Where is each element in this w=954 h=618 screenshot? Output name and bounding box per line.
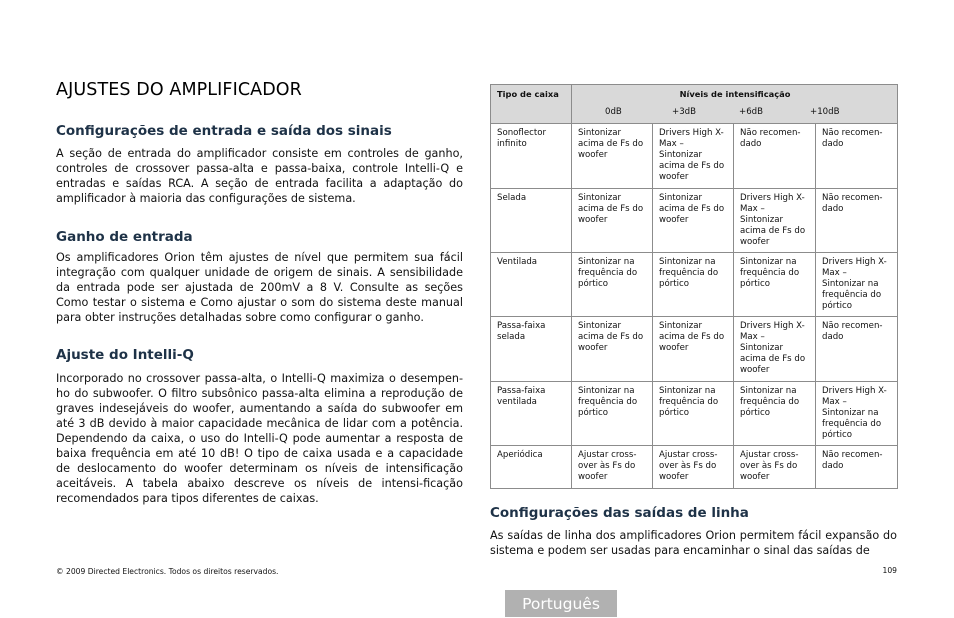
section-text-inputs: A seção de entrada do amplificador consiste em controles de ganho, controles de crossover passa-alta e passa-baixa, controle Intelli-Q e entradas e saídas RCA. A seção de entrada facilita a adaptação do amplificador à maioria das configurações de sistema. (56, 147, 463, 205)
language-tab: Português (505, 590, 617, 617)
table-row (491, 124, 898, 189)
table-cell: Não recomen-dado (816, 124, 898, 189)
table-cell: Drivers High X-Max – Sintonizar na frequência do pórtico (816, 382, 898, 446)
level-label: 0dB (605, 107, 622, 117)
table-cell: Sintonizar acima de Fs do woofer (653, 317, 734, 382)
level-label: +10dB (810, 107, 840, 117)
table-header-row (491, 85, 898, 124)
table-cell: Drivers High X-Max – Sintonizar acima de Fs do woofer (653, 124, 734, 189)
table-cell: Sintonizar na frequência do pórtico (572, 382, 653, 446)
table-cell: Sintonizar acima de Fs do woofer (572, 317, 653, 382)
table-cell: Não recomen-dado (816, 446, 898, 489)
table-row (491, 382, 898, 446)
row-type: Ventilada (491, 253, 572, 317)
table-cell: Ajustar cross-over às Fs do woofer (653, 446, 734, 489)
table-cell: Sintonizar na frequência do pórtico (734, 382, 816, 446)
table-cell: Sintonizar acima de Fs do woofer (572, 124, 653, 189)
table-cell: Drivers High X-Max – Sintonizar acima de Fs do woofer (734, 189, 816, 253)
table-cell: Drivers High X-Max – Sintonizar acima de Fs do woofer (734, 317, 816, 382)
page-title: AJUSTES DO AMPLIFICADOR (56, 80, 302, 100)
table-cell: Drivers High X-Max – Sintonizar na frequência do pórtico (816, 253, 898, 317)
level-label: +3dB (672, 107, 697, 117)
table-header-levels (572, 85, 898, 124)
table-cell: Ajustar cross-over às Fs do woofer (734, 446, 816, 489)
table-row (491, 317, 898, 382)
section-heading-line-outputs: Configurações das saídas de linha (490, 505, 749, 521)
section-heading-intelliq: Ajuste do Intelli-Q (56, 347, 194, 363)
table-row (491, 189, 898, 253)
boost-levels-table (490, 84, 898, 489)
section-text-gain: Os amplificadores Orion têm ajustes de nível que permitem sua fácil integração com qualquer unidade de origem de sinais. A sensibilidade da entrada pode ser ajustada de 200mV a 8 V. Consulte as seções Como testar o sistema e Como ajustar o som do sistema deste manual para obter instruções detalhadas sobre como configurar o ganho. (56, 251, 463, 324)
table-cell: Sintonizar na frequência do pórtico (572, 253, 653, 317)
row-type: Selada (491, 189, 572, 253)
table-cell: Sintonizar acima de Fs do woofer (653, 189, 734, 253)
levels-title: Níveis de intensificação (679, 89, 791, 99)
row-type: Aperiódica (491, 446, 572, 489)
table-cell: Não recomen-dado (734, 124, 816, 189)
table-cell: Sintonizar na frequência do pórtico (653, 253, 734, 317)
table-cell: Não recomen-dado (816, 189, 898, 253)
table-header-type: Tipo de caixa (491, 85, 572, 124)
table-cell: Sintonizar na frequência do pórtico (734, 253, 816, 317)
section-heading-gain: Ganho de entrada (56, 229, 193, 245)
section-heading-inputs: Configurações de entrada e saída dos sinais (56, 123, 392, 139)
row-type: Passa-faixa selada (491, 317, 572, 382)
page-number: 109 (882, 566, 897, 575)
table-row (491, 446, 898, 489)
table-cell: Sintonizar na frequência do pórtico (653, 382, 734, 446)
table-cell: Ajustar cross-over às Fs do woofer (572, 446, 653, 489)
table-cell: Não recomen-dado (816, 317, 898, 382)
copyright-notice: © 2009 Directed Electronics. Todos os direitos reservados. (56, 567, 279, 576)
row-type: Passa-faixa ventilada (491, 382, 572, 446)
section-text-line-outputs: As saídas de linha dos amplificadores Orion permitem fácil expansão do sistema e podem ser usadas para encaminhar o sinal das saídas de (490, 529, 897, 557)
table-cell: Sintonizar acima de Fs do woofer (572, 189, 653, 253)
section-text-intelliq: Incorporado no crossover passa-alta, o Intelli-Q maximiza o desempen-ho do subwoofer. O filtro subsônico passa-alta elimina a reprodução de graves indesejáveis do woofer, aumentando a saída do subwoofer em até 3 dB devido à maior capacidade mecânica de lidar com a potência. Dependendo da caixa, o uso do Intelli-Q pode aumentar a resposta de baixa frequência em até 10 dB! O tipo de caixa usada e a capacidade de deslocamento do woofer determinam os níveis de intensificação aceitáveis. A tabela abaixo descreve os níveis de intensi-ficação recomendados para tipos diferentes de caixas. (56, 372, 463, 505)
row-type: Sonoflector infinito (491, 124, 572, 189)
level-label: +6dB (739, 107, 764, 117)
table-row (491, 253, 898, 317)
